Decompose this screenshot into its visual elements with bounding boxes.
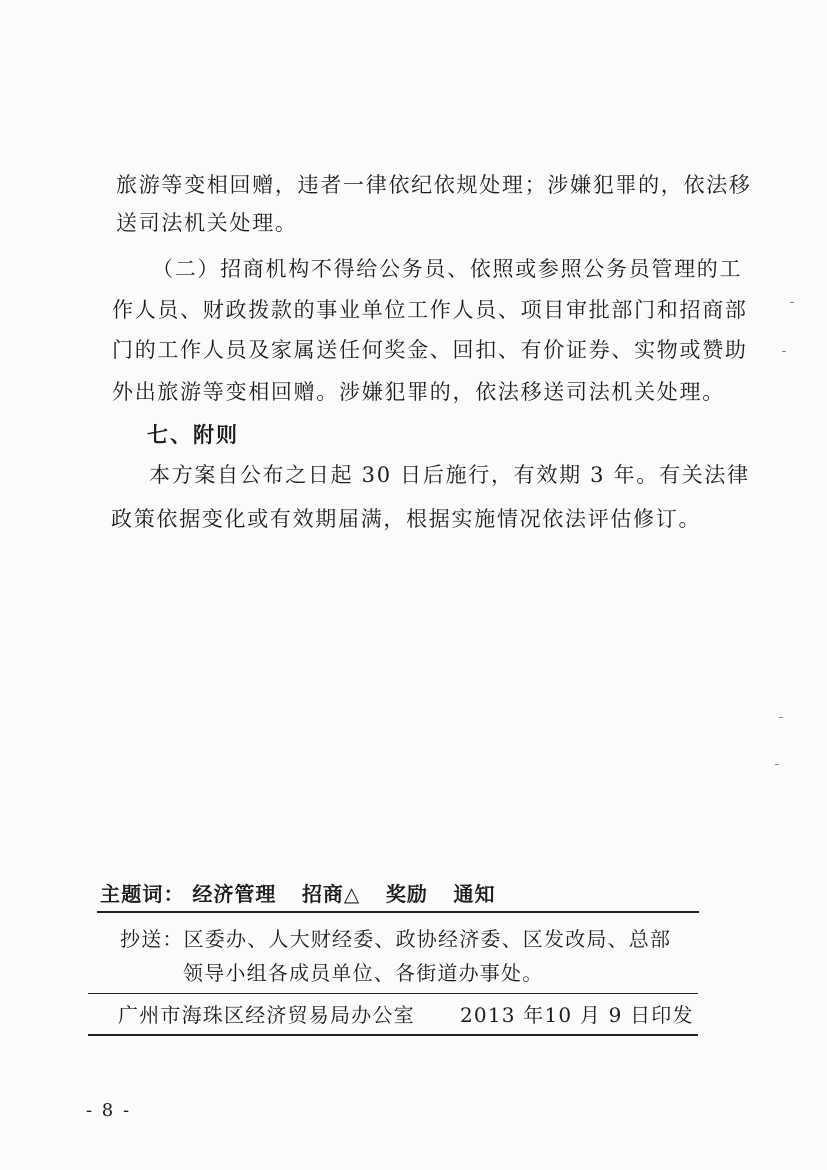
keyword: 招商△ — [301, 882, 361, 906]
keyword: 通知 — [453, 882, 496, 906]
scan-mark — [779, 717, 783, 718]
body-line-1: 旅游等变相回赠，违者一律依纪依规处理；涉嫌犯罪的，依法移 — [116, 173, 752, 197]
keywords-row — [100, 882, 495, 906]
divider — [88, 1034, 698, 1036]
body-line-6: 外出旅游等变相回赠。涉嫌犯罪的，依法移送司法机关处理。 — [112, 380, 725, 404]
scan-mark — [782, 351, 786, 352]
cc-recipients-2: 领导小组各成员单位、各街道办事处。 — [183, 961, 544, 985]
body-line-5: 门的工作人员及家属送任何奖金、回扣、有价证券、实物或赞助 — [112, 338, 748, 362]
divider — [97, 911, 699, 913]
issuer: 广州市海珠区经济贸易局办公室 — [118, 1003, 415, 1027]
cc-row — [120, 927, 671, 951]
page-number: - 8 - — [86, 1100, 132, 1121]
scan-mark — [790, 302, 794, 303]
section-heading: 七、附则 — [147, 423, 239, 447]
print-date: 2013 年10 月 9 日印发 — [460, 1003, 694, 1027]
body-line-8: 本方案自公布之日起 30 日后施行，有效期 3 年。有关法律 — [149, 463, 750, 487]
divider — [88, 993, 698, 994]
body-line-9: 政策依据变化或有效期届满，根据实施情况依法评估修订。 — [111, 507, 702, 531]
body-line-4: 作人员、财政拨款的事业单位工作人员、项目审批部门和招商部 — [112, 298, 748, 322]
cc-label: 抄送： — [120, 927, 184, 951]
scan-mark — [775, 764, 779, 765]
body-line-2: 送司法机关处理。 — [116, 211, 298, 235]
body-line-3: （二）招商机构不得给公务员、依照或参照公务员管理的工 — [152, 257, 743, 281]
keyword: 经济管理 — [192, 882, 277, 906]
keywords-label: 主题词： — [100, 882, 185, 906]
keyword: 奖励 — [385, 882, 428, 906]
cc-recipients-1: 区委办、人大财经委、政协经济委、区发改局、总部 — [183, 927, 672, 951]
